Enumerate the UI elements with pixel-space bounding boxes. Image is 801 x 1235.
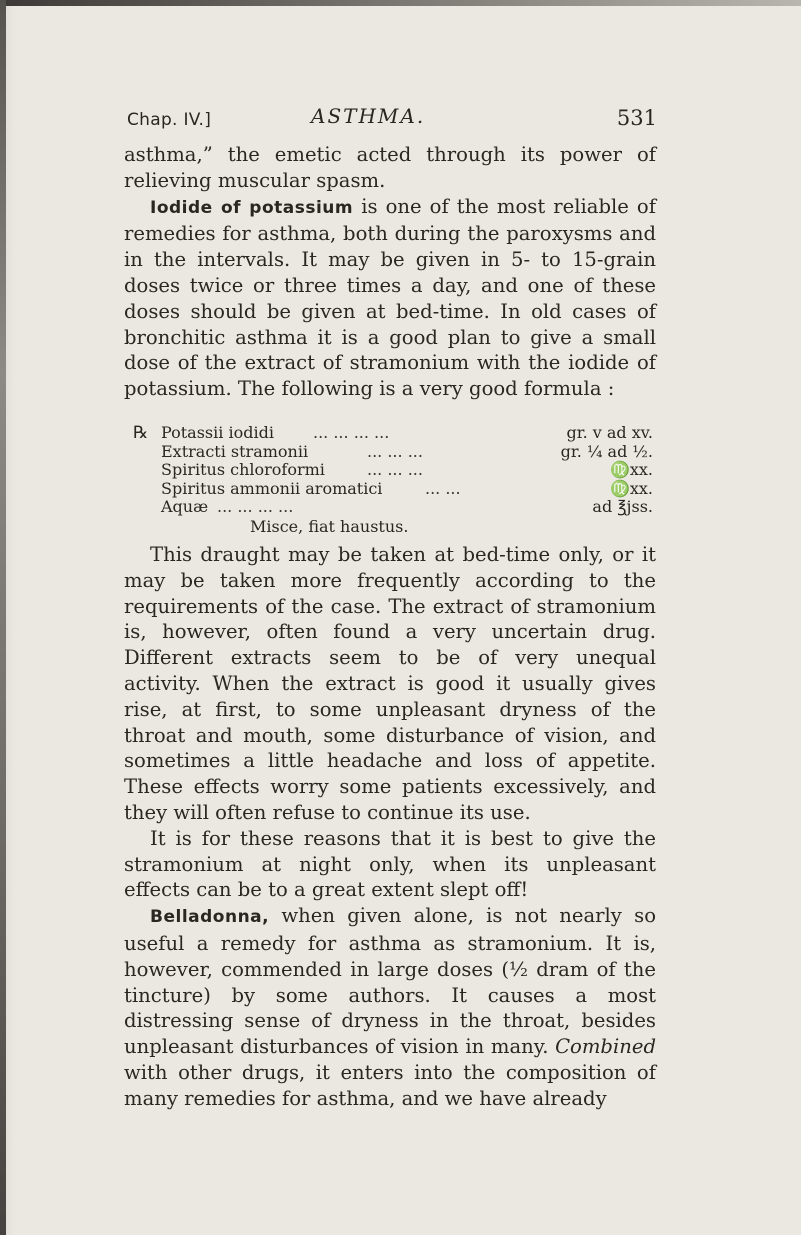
- prescription-formula: [133, 424, 653, 537]
- binding-edge: [0, 0, 6, 1235]
- rx-leader-dots: ... ... ... ...: [217, 497, 294, 517]
- paragraph-5-body: when given alone, is not nearly so useful a remedy for asthma as stramonium. It is, however, commended in large doses (½ dram of the tincture) by some authors. It causes a most distressing sense of dryness in the throat, besides unpleasant disturbances of vision in many.: [124, 904, 656, 1059]
- text-block-bottom: [124, 542, 656, 1112]
- paragraph-5-end: with other drugs, it enters into the composition of many remedies for asthma, and we have already: [124, 1060, 656, 1110]
- paragraph-4: It is for these reasons that it is best to give the stramonium at night only, when its unpleasant effects can be to a great extent slept off!: [124, 826, 656, 902]
- belladonna-heading: Belladonna,: [150, 907, 270, 928]
- rx-closing: [133, 517, 653, 537]
- rx-ingredient: Spiritus ammonii aromatici: [161, 478, 383, 498]
- rx-leader-dots: ... ... ...: [367, 441, 423, 461]
- rx-ingredient: Potassii iodidi: [161, 423, 274, 442]
- combined-italic: Combined: [555, 1035, 656, 1059]
- chapter-label: Chap. IV.]: [127, 110, 212, 130]
- rx-dose: gr. v ad xv.: [566, 423, 653, 442]
- rx-dose: ♍xx.: [609, 460, 653, 480]
- rx-leader-dots: ... ... ...: [367, 460, 423, 480]
- rx-dose: gr. ¼ ad ½.: [560, 441, 653, 461]
- paragraph-5: [124, 903, 656, 1111]
- paragraph-3: This draught may be taken at bed-time only, or it may be taken more frequently according to the requirements of the case. The extract of stramonium is, however, often found a very uncertain drug. Different extracts seem to be of very unequal activity. When the extract is good it usually gives rise, at first, to some unpleasant dryness of the throat and mouth, some disturbance of vision, and sometimes a little headache and loss of appetite. These effects worry some patients excessively, and they will often refuse to continue its use.: [124, 543, 656, 824]
- rx-dose: ad ℥jss.: [592, 497, 653, 517]
- rx-row: [133, 424, 653, 443]
- running-header: [127, 104, 657, 134]
- paragraph-1: asthma,” the emetic acted through its power of relieving muscular spasm.: [124, 143, 656, 192]
- rx-leader-dots: ... ...: [425, 478, 461, 498]
- rx-ingredient: Extracti stramonii: [161, 441, 309, 461]
- paragraph-2-body: is one of the most reliable of remedies for asthma, both during the paroxysms and in the intervals. It may be given in 5- to 15-grain doses twice or three times a day, and one of these doses should be given at bed-time. In old cases of bronchitic asthma it is a good plan to give a small dose of the extract of stramonium with the iodide of potassium. The following is a very good formula :: [124, 194, 656, 401]
- rx-leader-dots: ... ... ... ...: [313, 423, 390, 442]
- recipe-symbol: ℞: [133, 423, 149, 443]
- rx-ingredient: Aquæ: [161, 497, 209, 517]
- running-title: ASTHMA.: [311, 104, 426, 128]
- text-block-top: [124, 142, 656, 402]
- rx-row: [133, 498, 653, 517]
- paragraph-2: [124, 194, 656, 402]
- rx-closing-text: Misce, fiat haustus.: [250, 516, 409, 536]
- page-top-edge: [0, 0, 801, 6]
- rx-row: [133, 480, 653, 499]
- rx-row: [133, 443, 653, 462]
- rx-ingredient: Spiritus chloroformi: [161, 460, 325, 480]
- rx-dose: ♍xx.: [609, 478, 653, 498]
- rx-row: [133, 461, 653, 480]
- page-number: 531: [616, 106, 657, 130]
- iodide-heading: Iodide of potassium: [150, 197, 354, 218]
